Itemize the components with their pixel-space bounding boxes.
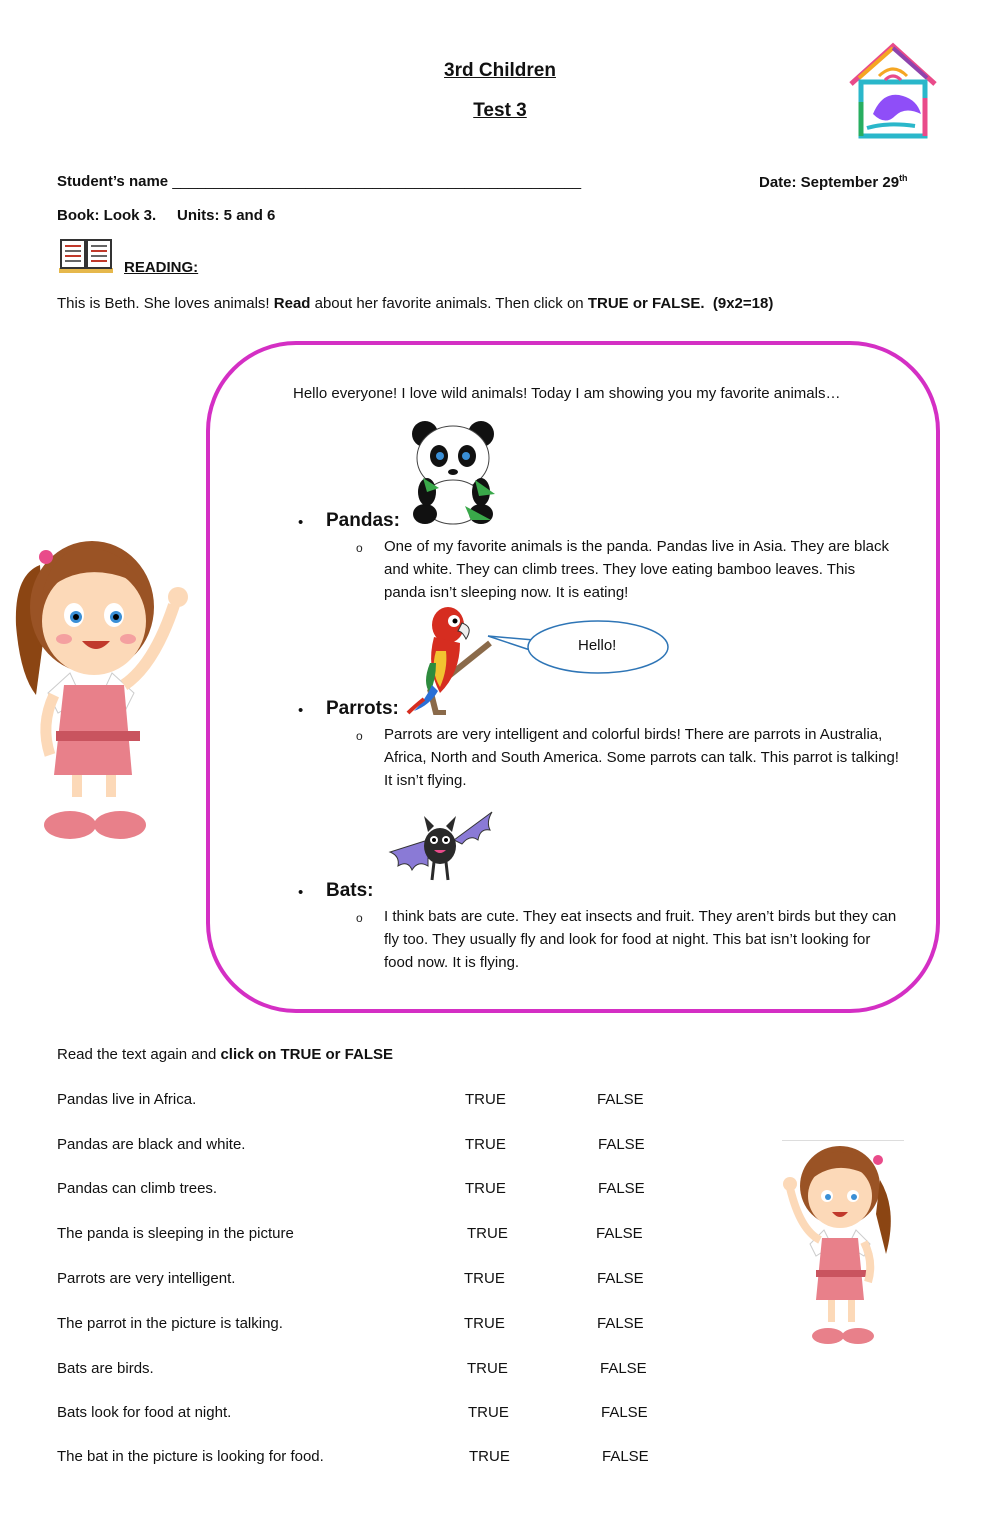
false-option-4[interactable]: FALSE — [596, 1225, 643, 1242]
bullet: • — [298, 514, 304, 531]
bullet: • — [298, 702, 304, 719]
true-option-8[interactable]: TRUE — [468, 1404, 509, 1421]
page-title: 3rd Children — [444, 60, 556, 81]
false-option-7[interactable]: FALSE — [600, 1360, 647, 1377]
bullet: • — [298, 884, 304, 901]
true-option-4[interactable]: TRUE — [467, 1225, 508, 1242]
sub-bullet: o — [356, 541, 363, 555]
true-option-2[interactable]: TRUE — [465, 1136, 506, 1153]
false-option-3[interactable]: FALSE — [598, 1180, 645, 1197]
page-subtitle: Test 3 — [473, 100, 527, 121]
girl-illustration-large — [12, 535, 197, 847]
quiz-instruction: Read the text again and click on TRUE or FALSE — [57, 1046, 393, 1063]
true-option-9[interactable]: TRUE — [469, 1448, 510, 1465]
false-option-9[interactable]: FALSE — [602, 1448, 649, 1465]
true-option-7[interactable]: TRUE — [467, 1360, 508, 1377]
parrot-illustration — [400, 603, 496, 715]
true-option-5[interactable]: TRUE — [464, 1270, 505, 1287]
bat-illustration — [388, 806, 494, 884]
speech-bubble-text: Hello! — [578, 637, 617, 654]
statement-5: Parrots are very intelligent. — [57, 1270, 236, 1287]
animal-text-parrots: Parrots are very intelligent and colorful birds! There are parrots in Australia, Africa, North and South America. Some parrots can talk. This parrot is talking! It isn’t flying. — [384, 726, 899, 789]
sub-bullet: o — [356, 729, 363, 743]
girl-illustration-small — [780, 1146, 906, 1348]
true-option-6[interactable]: TRUE — [464, 1315, 505, 1332]
card-greeting: Hello everyone! I love wild animals! Today I am showing you my favorite animals… — [293, 385, 841, 402]
statement-7: Bats are birds. — [57, 1360, 154, 1377]
statement-2: Pandas are black and white. — [57, 1136, 246, 1153]
sub-bullet: o — [356, 911, 363, 925]
animal-text-pandas: One of my favorite animals is the panda. Pandas live in Asia. They are black and white. They can climb trees. They love eating bamboo leaves. This panda isn’t sleeping now. It is eating! — [384, 538, 889, 601]
statement-1: Pandas live in Africa. — [57, 1091, 197, 1108]
animal-heading-bats: Bats: — [326, 880, 374, 901]
true-option-3[interactable]: TRUE — [465, 1180, 506, 1197]
true-option-1[interactable]: TRUE — [465, 1091, 506, 1108]
reading-heading: READING: — [124, 259, 199, 276]
animal-text-bats: I think bats are cute. They eat insects and fruit. They aren’t birds but they can fly too. They usually fly and look for food at night. This bat isn’t looking for food now. It is flying. — [384, 908, 897, 971]
animal-heading-parrots: Parrots: — [326, 698, 399, 719]
false-option-8[interactable]: FALSE — [601, 1404, 648, 1421]
book-units-line: Book: Look 3. Units: 5 and 6 — [57, 207, 276, 224]
statement-3: Pandas can climb trees. — [57, 1180, 218, 1197]
date-label: Date: September 29th — [759, 173, 908, 191]
book-icon — [58, 238, 114, 274]
divider-line — [782, 1140, 904, 1141]
student-name-line: Student’s name _________________________________________________ — [57, 173, 582, 190]
statement-4: The panda is sleeping in the picture — [57, 1225, 294, 1242]
statement-9: The bat in the picture is looking for food. — [57, 1448, 324, 1465]
statement-6: The parrot in the picture is talking. — [57, 1315, 283, 1332]
statement-8: Bats look for food at night. — [57, 1404, 232, 1421]
false-option-2[interactable]: FALSE — [598, 1136, 645, 1153]
false-option-6[interactable]: FALSE — [597, 1315, 644, 1332]
reading-instructions: This is Beth. She loves animals! Read about her favorite animals. Then click on TRUE or FALSE. (9x2=18) — [57, 295, 774, 312]
school-logo — [845, 42, 941, 142]
false-option-1[interactable]: FALSE — [597, 1091, 644, 1108]
animal-heading-pandas: Pandas: — [326, 510, 400, 531]
panda-illustration — [405, 418, 501, 528]
false-option-5[interactable]: FALSE — [597, 1270, 644, 1287]
